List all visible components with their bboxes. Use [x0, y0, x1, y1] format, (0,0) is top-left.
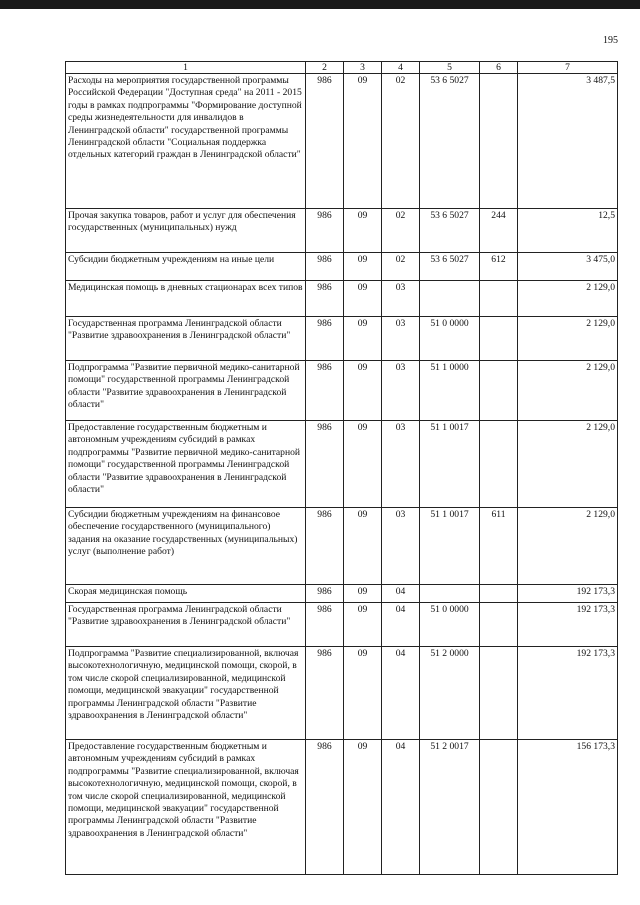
row-target-article-cell: [420, 281, 480, 317]
row-grbs-cell: 986: [306, 361, 344, 421]
row-grbs-cell: 986: [306, 647, 344, 740]
row-grbs-cell: 986: [306, 74, 344, 209]
row-target-article-cell: 51 0 0000: [420, 317, 480, 361]
row-sum-cell: 3 475,0: [518, 253, 618, 281]
row-name-cell: Подпрограмма "Развитие специализированной, включая высокотехнологичную, медицинской помощи, скорой, в том числе скорой специализированной, медицинской помощи, медицинской эвакуации" государственной программы Ленинградской области "Развитие здравоохранения в Ленинградской области": [66, 647, 306, 740]
row-section-cell: 09: [344, 74, 382, 209]
row-name-cell: Государственная программа Ленинградской области "Развитие здравоохранения в Ленинградской области": [66, 603, 306, 647]
row-sum-cell: 192 173,3: [518, 647, 618, 740]
row-target-article-cell: 51 2 0000: [420, 647, 480, 740]
row-section-cell: 09: [344, 585, 382, 603]
row-subsection-cell: 03: [382, 281, 420, 317]
row-expense-type-cell: [480, 647, 518, 740]
row-expense-type-cell: 612: [480, 253, 518, 281]
row-expense-type-cell: [480, 603, 518, 647]
row-subsection-cell: 04: [382, 603, 420, 647]
row-grbs-cell: 986: [306, 253, 344, 281]
table-row: [66, 603, 618, 647]
row-section-cell: 09: [344, 603, 382, 647]
row-sum-cell: 2 129,0: [518, 281, 618, 317]
row-sum-cell: 12,5: [518, 209, 618, 253]
row-sum-cell: 192 173,3: [518, 603, 618, 647]
row-sum-cell: 192 173,3: [518, 585, 618, 603]
row-name-cell: Расходы на мероприятия государственной программы Российской Федерации "Доступная среда" на 2011 - 2015 годы в рамках подпрограммы "Формирование доступной среды жизнедеятельности для инвалидов в Ленинградской области" государственной программы Ленинградской области "Социальная поддержка отдельных категорий граждан в Ленинградской области": [66, 74, 306, 209]
table-row: [66, 740, 618, 875]
table-row: [66, 317, 618, 361]
table-row: [66, 508, 618, 585]
row-name-cell: Субсидии бюджетным учреждениям на иные цели: [66, 253, 306, 281]
row-expense-type-cell: [480, 740, 518, 875]
row-sum-cell: 2 129,0: [518, 421, 618, 508]
table-body: [66, 74, 618, 875]
row-grbs-cell: 986: [306, 508, 344, 585]
row-grbs-cell: 986: [306, 603, 344, 647]
row-sum-cell: 2 129,0: [518, 508, 618, 585]
row-section-cell: 09: [344, 253, 382, 281]
row-grbs-cell: 986: [306, 281, 344, 317]
table-row: [66, 253, 618, 281]
row-subsection-cell: 04: [382, 585, 420, 603]
header-col-2: 2: [306, 62, 344, 74]
row-name-cell: Государственная программа Ленинградской области "Развитие здравоохранения в Ленинградской области": [66, 317, 306, 361]
top-scan-border: [0, 0, 640, 9]
row-name-cell: Скорая медицинская помощь: [66, 585, 306, 603]
table-row: [66, 421, 618, 508]
header-col-6: 6: [480, 62, 518, 74]
row-grbs-cell: 986: [306, 209, 344, 253]
header-col-3: 3: [344, 62, 382, 74]
table-row: [66, 585, 618, 603]
row-target-article-cell: 53 6 5027: [420, 253, 480, 281]
table-row: [66, 281, 618, 317]
table-row: [66, 74, 618, 209]
row-target-article-cell: 53 6 5027: [420, 74, 480, 209]
row-expense-type-cell: [480, 281, 518, 317]
row-sum-cell: 2 129,0: [518, 317, 618, 361]
row-subsection-cell: 02: [382, 74, 420, 209]
header-col-4: 4: [382, 62, 420, 74]
row-expense-type-cell: [480, 361, 518, 421]
row-expense-type-cell: [480, 585, 518, 603]
row-grbs-cell: 986: [306, 740, 344, 875]
table-row: [66, 361, 618, 421]
row-subsection-cell: 04: [382, 740, 420, 875]
row-grbs-cell: 986: [306, 317, 344, 361]
row-expense-type-cell: 244: [480, 209, 518, 253]
row-name-cell: Медицинская помощь в дневных стационарах всех типов: [66, 281, 306, 317]
table-row: [66, 209, 618, 253]
row-subsection-cell: 02: [382, 209, 420, 253]
row-target-article-cell: 51 1 0017: [420, 421, 480, 508]
page-number: 195: [603, 35, 618, 46]
header-col-7: 7: [518, 62, 618, 74]
row-name-cell: Подпрограмма "Развитие первичной медико-санитарной помощи" государственной программы Ленинградской области "Развитие здравоохранения в Ленинградской области": [66, 361, 306, 421]
row-target-article-cell: 51 2 0017: [420, 740, 480, 875]
row-section-cell: 09: [344, 317, 382, 361]
row-subsection-cell: 04: [382, 647, 420, 740]
row-subsection-cell: 03: [382, 421, 420, 508]
row-name-cell: Субсидии бюджетным учреждениям на финансовое обеспечение государственного (муниципального) задания на оказание государственных (муниципальных) услуг (выполнение работ): [66, 508, 306, 585]
row-sum-cell: 3 487,5: [518, 74, 618, 209]
row-section-cell: 09: [344, 361, 382, 421]
row-expense-type-cell: [480, 74, 518, 209]
table-row: [66, 647, 618, 740]
row-name-cell: Прочая закупка товаров, работ и услуг для обеспечения государственных (муниципальных) нужд: [66, 209, 306, 253]
row-subsection-cell: 03: [382, 508, 420, 585]
header-row: [66, 62, 618, 74]
row-section-cell: 09: [344, 209, 382, 253]
row-target-article-cell: 51 1 0000: [420, 361, 480, 421]
row-subsection-cell: 03: [382, 317, 420, 361]
row-target-article-cell: 51 0 0000: [420, 603, 480, 647]
header-col-5: 5: [420, 62, 480, 74]
row-expense-type-cell: 611: [480, 508, 518, 585]
row-sum-cell: 2 129,0: [518, 361, 618, 421]
row-grbs-cell: 986: [306, 585, 344, 603]
row-subsection-cell: 03: [382, 361, 420, 421]
row-expense-type-cell: [480, 421, 518, 508]
row-sum-cell: 156 173,3: [518, 740, 618, 875]
row-target-article-cell: 51 1 0017: [420, 508, 480, 585]
row-grbs-cell: 986: [306, 421, 344, 508]
row-section-cell: 09: [344, 421, 382, 508]
row-subsection-cell: 02: [382, 253, 420, 281]
header-col-1: 1: [66, 62, 306, 74]
row-name-cell: Предоставление государственным бюджетным и автономным учреждениям субсидий в рамках подпрограммы "Развитие специализированной, включая высокотехнологичную, медицинской помощи, скорой, в том числе скорой специализированной, медицинской помощи, медицинской эвакуации" государственной программы Ленинградской области "Развитие здравоохранения в Ленинградской области": [66, 740, 306, 875]
row-name-cell: Предоставление государственным бюджетным и автономным учреждениям субсидий в рамках подпрограммы "Развитие первичной медико-санитарной помощи" государственной программы Ленинградской области "Развитие здравоохранения в Ленинградской области": [66, 421, 306, 508]
row-expense-type-cell: [480, 317, 518, 361]
row-target-article-cell: [420, 585, 480, 603]
row-target-article-cell: 53 6 5027: [420, 209, 480, 253]
row-section-cell: 09: [344, 740, 382, 875]
row-section-cell: 09: [344, 281, 382, 317]
budget-table: [65, 61, 618, 875]
row-section-cell: 09: [344, 508, 382, 585]
row-section-cell: 09: [344, 647, 382, 740]
